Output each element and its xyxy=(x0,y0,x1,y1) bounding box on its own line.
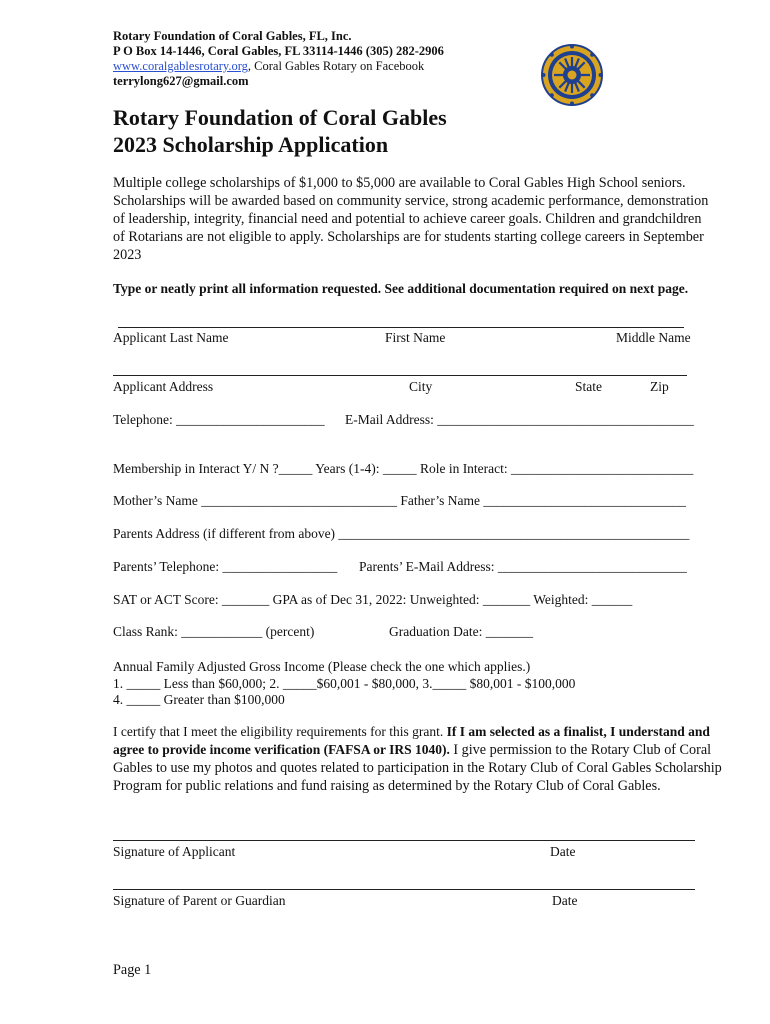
page-number: Page 1 xyxy=(113,962,152,978)
income-heading: Annual Family Adjusted Gross Income (Please check the one which applies.) xyxy=(113,659,531,674)
applicant-signature-line[interactable] xyxy=(113,840,695,841)
parent-signature-line[interactable] xyxy=(113,889,695,890)
address-line[interactable] xyxy=(113,375,687,376)
city-label: City xyxy=(409,379,433,394)
telephone-field[interactable]: Telephone: ______________________ xyxy=(113,412,325,427)
parents-telephone-field[interactable]: Parents’ Telephone: _________________ xyxy=(113,559,338,574)
website-line xyxy=(113,59,424,74)
graduation-date-field[interactable]: Graduation Date: _______ xyxy=(389,624,533,639)
website-link[interactable]: www.coralgablesrotary.org xyxy=(113,59,248,73)
parents-names-field[interactable]: Mother’s Name _____________________________ Father’s Name ______________________________ xyxy=(113,493,686,508)
middle-name-label: Middle Name xyxy=(616,330,691,345)
certification-rest: I give permission to the Rotary Club of Coral Gables to use my photos and quotes related to participation in the Rotary Club of Coral Gables Scholarship Program for public relations and fund raising as determined by the Rotary Club of Coral Gables. xyxy=(113,742,722,794)
certification-paragraph xyxy=(113,723,733,795)
last-name-label: Applicant Last Name xyxy=(113,330,229,345)
state-label: State xyxy=(575,379,602,394)
applicant-signature-label: Signature of Applicant xyxy=(113,844,236,859)
income-options-line2[interactable]: 4. _____ Greater than $100,000 xyxy=(113,692,285,707)
test-scores-field[interactable]: SAT or ACT Score: _______ GPA as of Dec 31, 2022: Unweighted: _______ Weighted: ______ xyxy=(113,592,633,607)
parents-email-field[interactable]: Parents’ E-Mail Address: ____________________________ xyxy=(359,559,687,574)
email-field[interactable]: E-Mail Address: ______________________________________ xyxy=(345,412,694,427)
instruction-text: Type or neatly print all information requested. See additional documentation required on next page. xyxy=(113,281,689,296)
income-options-line1[interactable]: 1. _____ Less than $60,000; 2. _____$60,001 - $80,000, 3._____ $80,001 - $100,000 xyxy=(113,676,576,691)
org-name-line: Rotary Foundation of Coral Gables, FL, Inc. xyxy=(113,29,352,43)
applicant-date-label: Date xyxy=(550,844,576,859)
parent-date-label: Date xyxy=(552,893,578,908)
parents-address-field[interactable]: Parents Address (if different from above) ____________________________________________________ xyxy=(113,526,690,541)
rotary-wheel-logo-icon xyxy=(540,43,604,107)
first-name-label: First Name xyxy=(385,330,446,345)
class-rank-field[interactable]: Class Rank: ____________ (percent) xyxy=(113,624,315,639)
page-title-line1: Rotary Foundation of Coral Gables xyxy=(113,105,447,130)
certification-bold: If I am selected as a finalist, I understand and agree to provide income verification (FAFSA or IRS 1040). xyxy=(113,724,710,757)
parent-signature-label: Signature of Parent or Guardian xyxy=(113,893,286,908)
certification-lead: I certify that I meet the eligibility requirements for this grant. xyxy=(113,724,447,739)
zip-label: Zip xyxy=(650,379,669,394)
org-address-line: P O Box 14-1446, Coral Gables, FL 33114-1446 (305) 282-2906 xyxy=(113,44,444,58)
page-title-line2: 2023 Scholarship Application xyxy=(113,132,389,157)
interact-membership-field[interactable]: Membership in Interact Y/ N ?_____ Years (1-4): _____ Role in Interact: ___________________________ xyxy=(113,461,694,476)
website-suffix: , Coral Gables Rotary on Facebook xyxy=(247,59,425,73)
address-label: Applicant Address xyxy=(113,379,214,394)
intro-paragraph: Multiple college scholarships of $1,000 to $5,000 are available to Coral Gables High School seniors. Scholarships will be awarded based on community service, strong academic performance, demonstration of leadership, integrity, financial need and potential to achieve career goals. Children and grandchildren of Rotarians are not eligible to apply. Scholarships are for students starting college careers in September 2023 xyxy=(113,175,709,263)
name-line[interactable] xyxy=(118,327,684,328)
contact-email: terrylong627@gmail.com xyxy=(113,74,249,88)
